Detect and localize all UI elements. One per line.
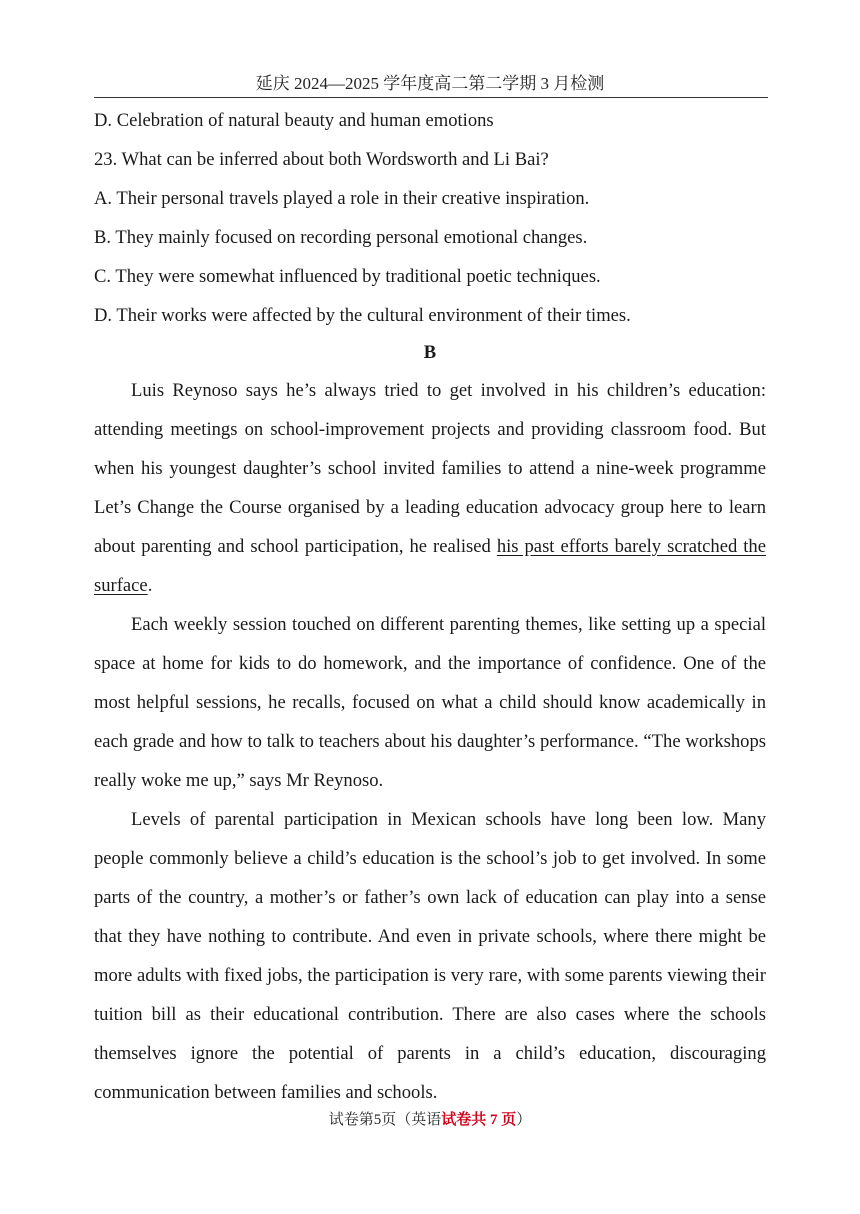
footer-prefix: 试卷第5页（英语 bbox=[328, 1112, 442, 1128]
question-stem: 23. What can be inferred about both Wordsworth and Li Bai? bbox=[94, 149, 549, 170]
reading-passage bbox=[94, 371, 766, 1112]
page-footer bbox=[0, 1110, 860, 1130]
option-c: C. They were somewhat influenced by traditional poetic techniques. bbox=[94, 266, 601, 287]
paragraph-1-end: . bbox=[147, 575, 153, 596]
footer-suffix: ） bbox=[516, 1112, 532, 1128]
option-b: B. They mainly focused on recording personal emotional changes. bbox=[94, 227, 588, 248]
underlined-phrase: his past efforts barely scratched the surface bbox=[94, 536, 766, 596]
previous-question-option-d: D. Celebration of natural beauty and human emotions bbox=[94, 110, 494, 131]
exam-header-title: 延庆 2024—2025 学年度高二第二学期 3 月检测 bbox=[255, 74, 605, 93]
question-23 bbox=[94, 140, 766, 335]
option-d: D. Their works were affected by the cultural environment of their times. bbox=[94, 305, 631, 326]
option-a: A. Their personal travels played a role in their creative inspiration. bbox=[94, 188, 590, 209]
passage-paragraph-1 bbox=[94, 371, 766, 605]
footer-total-pages: 试卷共 7 页 bbox=[441, 1112, 517, 1128]
page-content bbox=[94, 101, 766, 1112]
passage-paragraph-2: Each weekly session touched on different parenting themes, like setting up a special space at home for kids to do homework, and the importance of confidence. One of the most helpful sessions, he recalls, focused on what a child should know academically in each grade and how to talk to teachers about his daughter’s performance. “The workshops really woke me up,” says Mr Reynoso. bbox=[94, 614, 766, 791]
paragraph-1-text: Luis Reynoso says he’s always tried to get involved in his children’s education: attending meetings on school-improvement projects and providing classroom food. But when his youngest daughter’s school invited families to attend a nine-week programme Let’s Change the Course organised by a leading education advocacy group here to learn about parenting and school participation, he realised bbox=[94, 380, 766, 557]
header-divider bbox=[94, 97, 768, 98]
section-heading: B bbox=[423, 342, 437, 363]
passage-paragraph-3: Levels of parental participation in Mexican schools have long been low. Many people commonly believe a child’s education is the school’s job to get involved. In some parts of the country, a mother’s or father’s own lack of education can play into a sense that they have nothing to contribute. And even in private schools, where there might be more adults with fixed jobs, the participation is very rare, with some parents viewing their tuition bill as their educational contribution. There are also cases where the schools themselves ignore the potential of parents in a child’s education, discouraging communication between families and schools. bbox=[94, 809, 766, 1103]
